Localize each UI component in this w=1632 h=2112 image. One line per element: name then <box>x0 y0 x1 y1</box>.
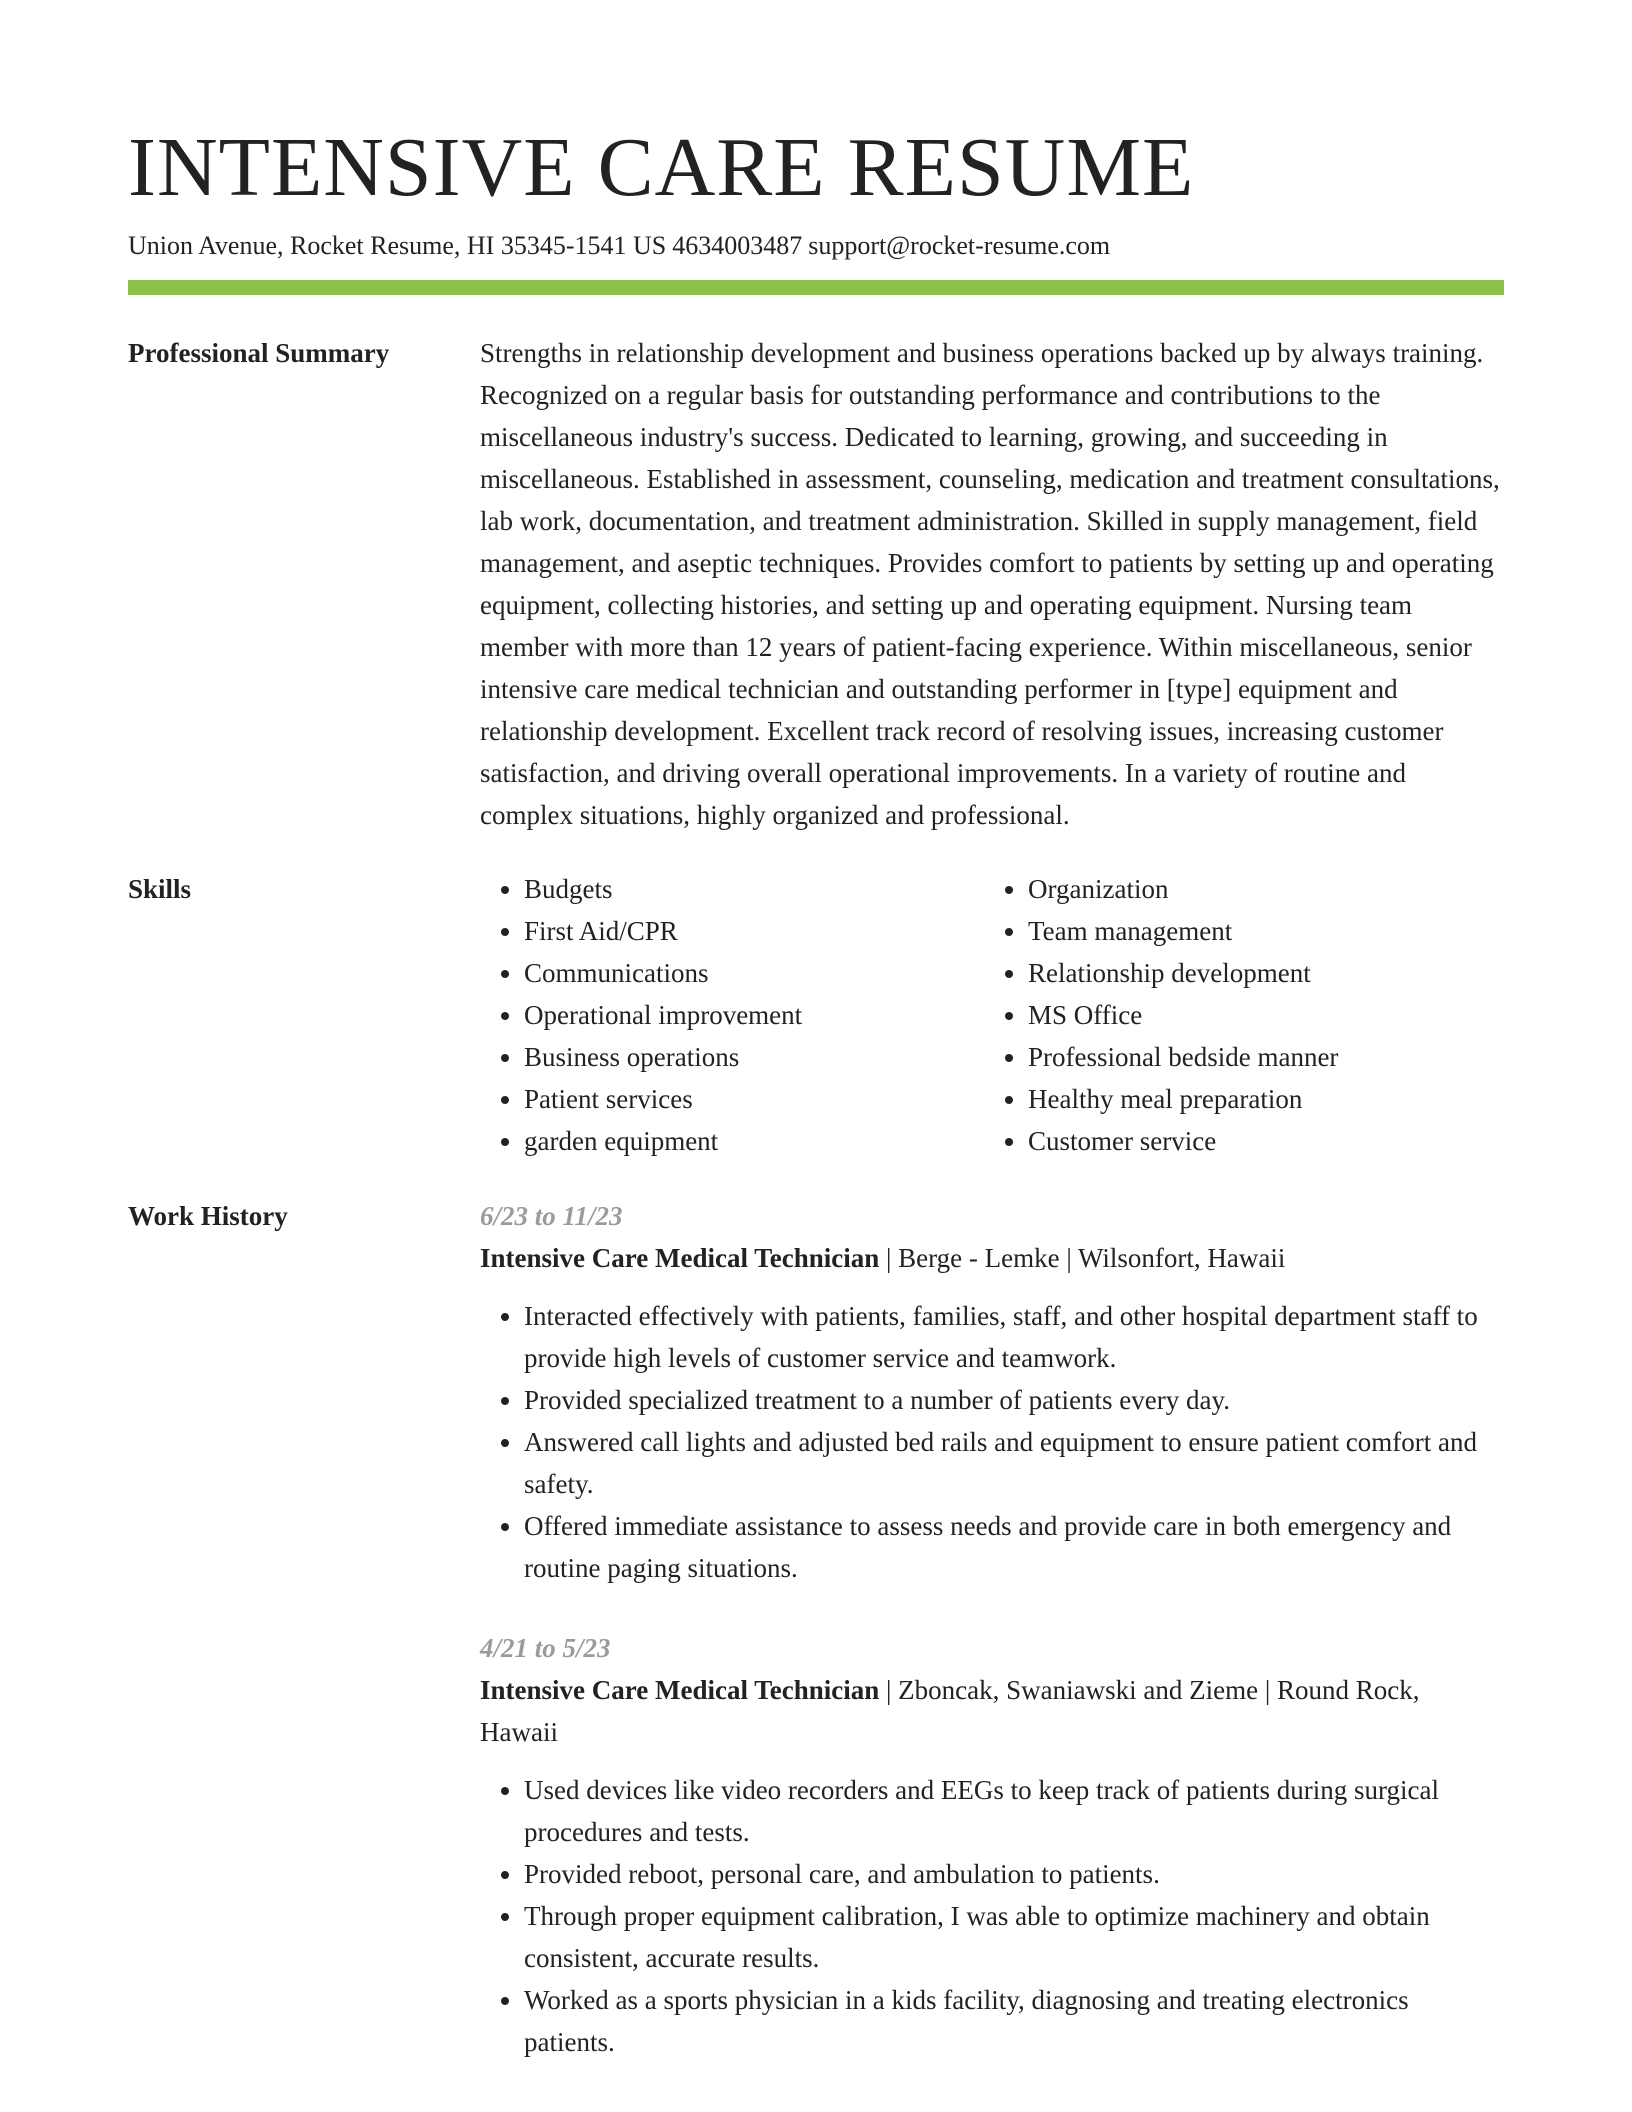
job-heading <box>480 1669 1504 1753</box>
skills-list-right <box>984 868 1488 1162</box>
job-dates: 6/23 to 11/23 <box>480 1201 623 1231</box>
skills-heading: Skills <box>128 874 192 904</box>
contact-email: support@rocket-resume.com <box>808 231 1111 260</box>
skill-item: • Professional bedside manner <box>1028 1036 1488 1078</box>
work-history-heading: Work History <box>128 1201 288 1231</box>
skills-list-left <box>480 868 984 1162</box>
job-bullet: • Worked as a sports physician in a kids facility, diagnosing and treating electronics patients. <box>524 1979 1504 2063</box>
header-divider <box>128 280 1504 295</box>
summary-section <box>128 332 1504 836</box>
skill-item: • Relationship development <box>1028 952 1488 994</box>
skill-item: • Operational improvement <box>524 994 984 1036</box>
skill-item: • Customer service <box>1028 1120 1488 1162</box>
skill-item: • First Aid/CPR <box>524 910 984 952</box>
job-bullets <box>480 1769 1504 2063</box>
summary-heading: Professional Summary <box>128 338 390 368</box>
skill-item: • Team management <box>1028 910 1488 952</box>
skill-item: • garden equipment <box>524 1120 984 1162</box>
skill-item: • Patient services <box>524 1078 984 1120</box>
job-bullet: • Offered immediate assistance to assess needs and provide care in both emergency and routine paging situations. <box>524 1505 1504 1589</box>
skill-item: • Budgets <box>524 868 984 910</box>
job-entry <box>480 1195 1504 1589</box>
skills-section <box>128 868 1504 1162</box>
skill-item: • Business operations <box>524 1036 984 1078</box>
job-employer-location: | Zboncak, Swaniawski and Zieme | Round Rock, Hawaii <box>480 1675 1420 1747</box>
job-title: Intensive Care Medical Technician <box>480 1675 880 1705</box>
resume-title: INTENSIVE CARE RESUME <box>128 121 1195 214</box>
job-title: Intensive Care Medical Technician <box>480 1243 880 1273</box>
skill-item: • Organization <box>1028 868 1488 910</box>
contact-line <box>128 228 1504 264</box>
contact-phone: 4634003487 <box>672 231 803 260</box>
job-bullets <box>480 1295 1504 1589</box>
job-bullet: • Provided reboot, personal care, and ambulation to patients. <box>524 1853 1504 1895</box>
job-bullet: • Used devices like video recorders and EEGs to keep track of patients during surgical procedures and tests. <box>524 1769 1504 1853</box>
job-bullet: • Interacted effectively with patients, families, staff, and other hospital department staff to provide high levels of customer service and teamwork. <box>524 1295 1504 1379</box>
skill-item: • Healthy meal preparation <box>1028 1078 1488 1120</box>
job-employer-location: | Berge - Lemke | Wilsonfort, Hawaii <box>879 1243 1286 1273</box>
skill-item: • MS Office <box>1028 994 1488 1036</box>
job-bullet: • Provided specialized treatment to a number of patients every day. <box>524 1379 1504 1421</box>
skill-item: • Communications <box>524 952 984 994</box>
job-heading <box>480 1237 1504 1279</box>
job-bullet: • Answered call lights and adjusted bed rails and equipment to ensure patient comfort and safety. <box>524 1421 1504 1505</box>
work-history-section <box>128 1195 1504 2101</box>
job-entry <box>480 1627 1504 2063</box>
resume-page <box>128 118 1504 2101</box>
job-dates: 4/21 to 5/23 <box>480 1633 611 1663</box>
summary-text: Strengths in relationship development and business operations backed up by always training. Recognized on a regular basis for outstanding performance and contributions to the miscellaneous industry's success. Dedicated to learning, growing, and succeeding in miscellaneous. Established in assessment, counseling, medication and treatment consultations, lab work, documentation, and treatment administration. Skilled in supply management, field management, and aseptic techniques. Provides comfort to patients by setting up and operating equipment, collecting histories, and setting up and operating equipment. Nursing team member with more than 12 years of patient-facing experience. Within miscellaneous, senior intensive care medical technician and outstanding performer in [type] equipment and relationship development. Excellent track record of resolving issues, increasing customer satisfaction, and driving overall operational improvements. In a variety of routine and complex situations, highly organized and professional. <box>480 338 1500 830</box>
contact-address: Union Avenue, Rocket Resume, HI 35345-1541 US <box>128 231 667 260</box>
skills-grid <box>480 868 1504 1162</box>
job-bullet: • Through proper equipment calibration, I was able to optimize machinery and obtain consistent, accurate results. <box>524 1895 1504 1979</box>
